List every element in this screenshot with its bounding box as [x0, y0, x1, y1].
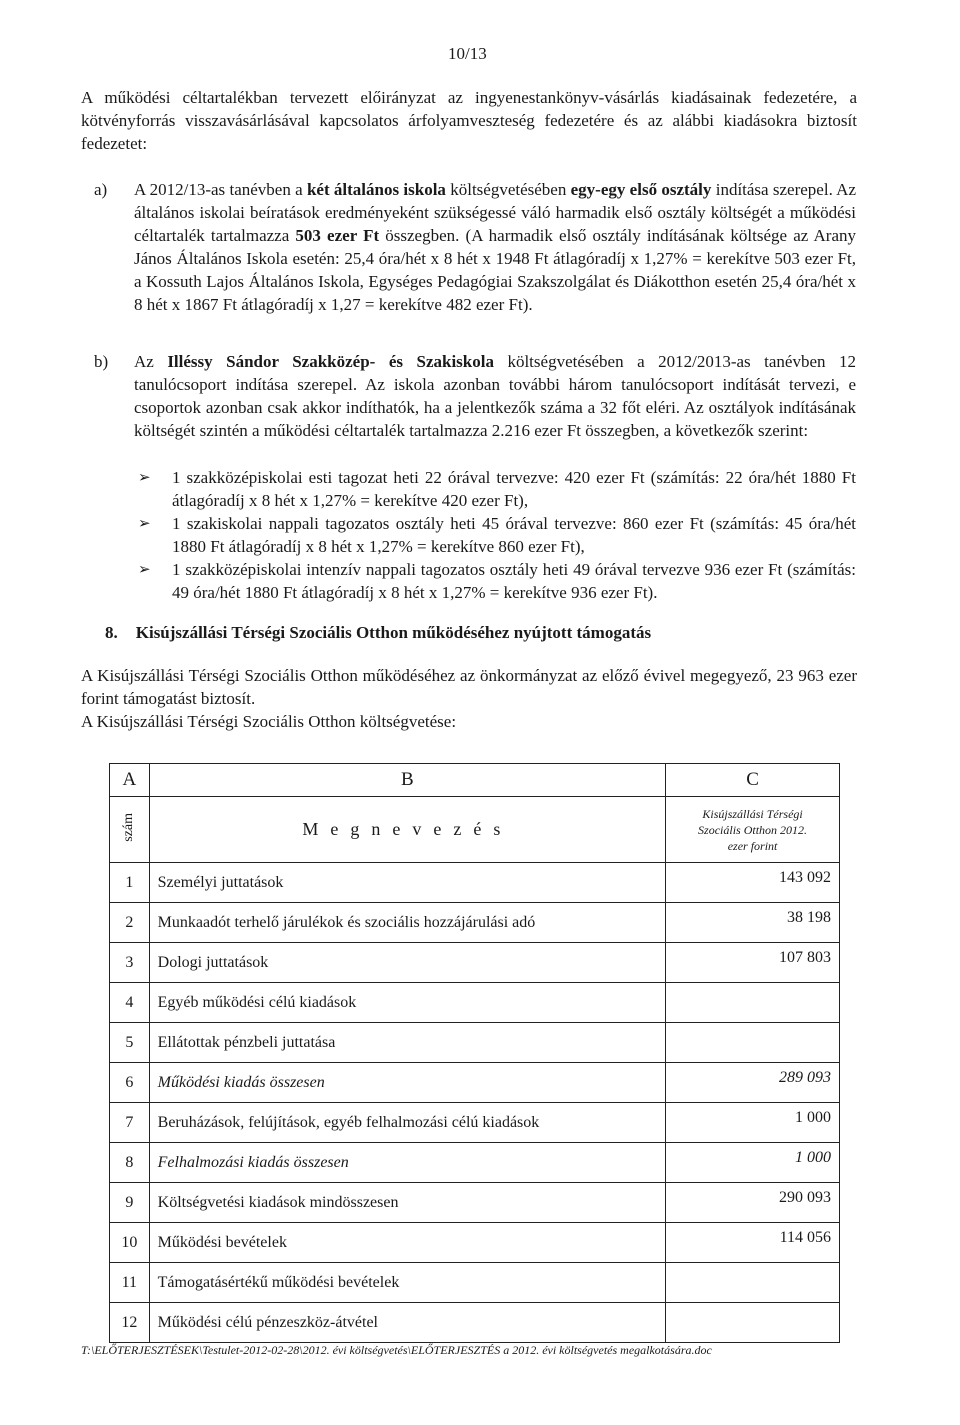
table-row [110, 1143, 840, 1183]
table-row [110, 903, 840, 943]
bullet-text: 1 szakközépiskolai esti tagozat heti 22 órával tervezve: 420 ezer Ft (számítás: 22 óra/hét 1880 Ft átlagóradíj x 8 hét x 1,27% = kerekítve 420 ezer Ft), [172, 468, 856, 510]
item-b-bold-1: Illéssy Sándor Szakközép- és Szakiskola [167, 352, 494, 371]
row-number: 4 [110, 983, 150, 1023]
row-value: 290 093 [666, 1183, 840, 1223]
table-row [110, 1303, 840, 1343]
table-row [110, 1063, 840, 1103]
item-b-text-1: Az [134, 352, 168, 371]
bullet-text: 1 szakközépiskolai intenzív nappali tagozatos osztály heti 49 órával tervezve 936 ezer Ft (számítás: 49 óra/hét 1880 Ft átlagóradíj x 8 hét x 1,27% = kerekítve 936 ezer Ft). [172, 560, 856, 602]
row-value: 38 198 [666, 903, 840, 943]
col-letter-b: B [149, 764, 665, 797]
section-heading [105, 623, 651, 643]
table-row [110, 1103, 840, 1143]
row-number: 12 [110, 1303, 150, 1343]
table-row [110, 983, 840, 1023]
megnevezes-header: Megnevezés [149, 797, 665, 863]
row-label: Egyéb működési célú kiadások [149, 983, 665, 1023]
row-value: 107 803 [666, 943, 840, 983]
c-header-line-2: Szociális Otthon 2012. [698, 822, 808, 837]
arrow-bullet-icon: ➢ [138, 560, 151, 578]
row-label: Támogatásértékű működési bevételek [149, 1263, 665, 1303]
row-number: 7 [110, 1103, 150, 1143]
arrow-bullet-icon: ➢ [138, 468, 151, 486]
item-a-text-2: költségvetésében [445, 180, 571, 199]
row-value: 289 093 [666, 1063, 840, 1103]
row-value [666, 1023, 840, 1063]
bullet-item [138, 512, 856, 558]
table-row [110, 1183, 840, 1223]
intro-paragraph: A működési céltartalékban tervezett előirányzat az ingyenestankönyv-vásárlás kiadásainak fedezetére, a kötvényforrás visszavásárlásával kapcsolatos árfolyamveszteség fedezetére és az alábbi kiadásokra biztosít fedezetet: [81, 88, 857, 153]
row-label: Dologi juttatások [149, 943, 665, 983]
row-number: 1 [110, 863, 150, 903]
arrow-bullet-icon: ➢ [138, 514, 151, 532]
item-b-marker: b) [94, 352, 109, 371]
table-subheader-row [110, 797, 840, 863]
szam-header: szám [121, 812, 137, 842]
section-number: 8. [105, 623, 118, 642]
table-row [110, 863, 840, 903]
table-row [110, 1023, 840, 1063]
support-paragraph: A Kisújszállási Térségi Szociális Otthon működéséhez az önkormányzat az előző évivel megegyező, 23 963 ezer forint támogatást biztosít. [81, 666, 857, 708]
row-value: 1 000 [666, 1143, 840, 1183]
row-number: 10 [110, 1223, 150, 1263]
bullet-list [138, 466, 856, 604]
item-a-bold-3: 503 ezer Ft [295, 226, 380, 245]
table-row [110, 1263, 840, 1303]
item-a-text-1: A 2012/13-as tanévben a [134, 180, 307, 199]
c-header-line-3: ezer forint [727, 838, 778, 853]
row-number: 2 [110, 903, 150, 943]
szam-header-cell [110, 797, 150, 863]
item-b-text-2: költségvetésében a 2012/2013-as tanévben 12 tanulócsoport indítása szerepel. Az iskola azonban további három tanulócsoport indítását tervezi, e csoportok azonban csak akkor indíthatók, ha a jelentkezők száma a 32 főt eléri. Az osztályok indításának költségét szintén a működési céltartalék tartalmazza 2.216 ezer Ft összegben, a következők szerint: [134, 352, 856, 440]
page-number: 10/13 [448, 44, 487, 63]
row-number: 3 [110, 943, 150, 983]
col-letter-a: A [110, 764, 150, 797]
row-label: Beruházások, felújítások, egyéb felhalmozási célú kiadások [149, 1103, 665, 1143]
row-number: 6 [110, 1063, 150, 1103]
row-value: 114 056 [666, 1223, 840, 1263]
row-number: 9 [110, 1183, 150, 1223]
bullet-item [138, 558, 856, 604]
row-label: Költségvetési kiadások mindösszesen [149, 1183, 665, 1223]
col-letter-c: C [666, 764, 840, 797]
budget-table [109, 763, 840, 1343]
c-header-line-1: Kisújszállási Térségi [702, 806, 803, 821]
table-header-row [110, 764, 840, 797]
list-item-b [94, 350, 856, 442]
item-a-bold-2: egy-egy első osztály [570, 180, 712, 199]
table-row [110, 943, 840, 983]
item-a-text-3: indítása szerepel. Az általános iskolai beíratások eredményeként szükségessé váló harmadik első osztály költségét a működési céltartalék tartalmazza [134, 180, 856, 245]
row-label: Ellátottak pénzbeli juttatása [149, 1023, 665, 1063]
c-column-header [666, 797, 840, 863]
list-item-a [94, 178, 856, 316]
row-number: 11 [110, 1263, 150, 1303]
bullet-item [138, 466, 856, 512]
row-value: 143 092 [666, 863, 840, 903]
bullet-text: 1 szakiskolai nappali tagozatos osztály heti 45 órával tervezve: 860 ezer Ft (számítás: 45 óra/hét 1880 Ft átlagóradíj x 8 hét x 1,27% = kerekítve 860 ezer Ft), [172, 514, 856, 556]
section-title: Kisújszállási Térségi Szociális Otthon működéséhez nyújtott támogatás [135, 623, 652, 642]
row-label: Működési bevételek [149, 1223, 665, 1263]
item-a-text-4: összegben. (A harmadik első osztály indításának költsége az Arany János Általános Iskola esetén: 25,4 óra/hét x 8 hét x 1948 Ft átlagóradíj x 1,27% = kerekítve 503 ezer Ft, a Kossuth Lajos Általános Iskola, Egységes Pedagógiai Szakszolgálat és Diákotthon esetén 25,4 óra/hét x 8 hét x 1867 Ft átlagóradíj x 1,27 = kerekítve 482 ezer Ft). [134, 226, 856, 314]
row-value: 1 000 [666, 1103, 840, 1143]
row-label: Személyi juttatások [149, 863, 665, 903]
row-number: 5 [110, 1023, 150, 1063]
row-label: Munkaadót terhelő járulékok és szociális hozzájárulási adó [149, 903, 665, 943]
row-value [666, 1303, 840, 1343]
budget-intro-paragraph: A Kisújszállási Térségi Szociális Otthon költségvetése: [81, 712, 457, 731]
footer-file-path: T:\ELŐTERJESZTÉSEK\Testulet-2012-02-28\2012. évi költségvetés\ELŐTERJESZTÉS a 2012. évi költségvetés megalkotására.doc [81, 1343, 712, 1357]
row-value [666, 1263, 840, 1303]
row-label: Felhalmozási kiadás összesen [149, 1143, 665, 1183]
row-label: Működési célú pénzeszköz-átvétel [149, 1303, 665, 1343]
table-row [110, 1223, 840, 1263]
item-a-marker: a) [94, 180, 108, 199]
row-value [666, 983, 840, 1023]
row-number: 8 [110, 1143, 150, 1183]
row-label: Működési kiadás összesen [149, 1063, 665, 1103]
item-a-bold-1: két általános iskola [306, 180, 446, 199]
